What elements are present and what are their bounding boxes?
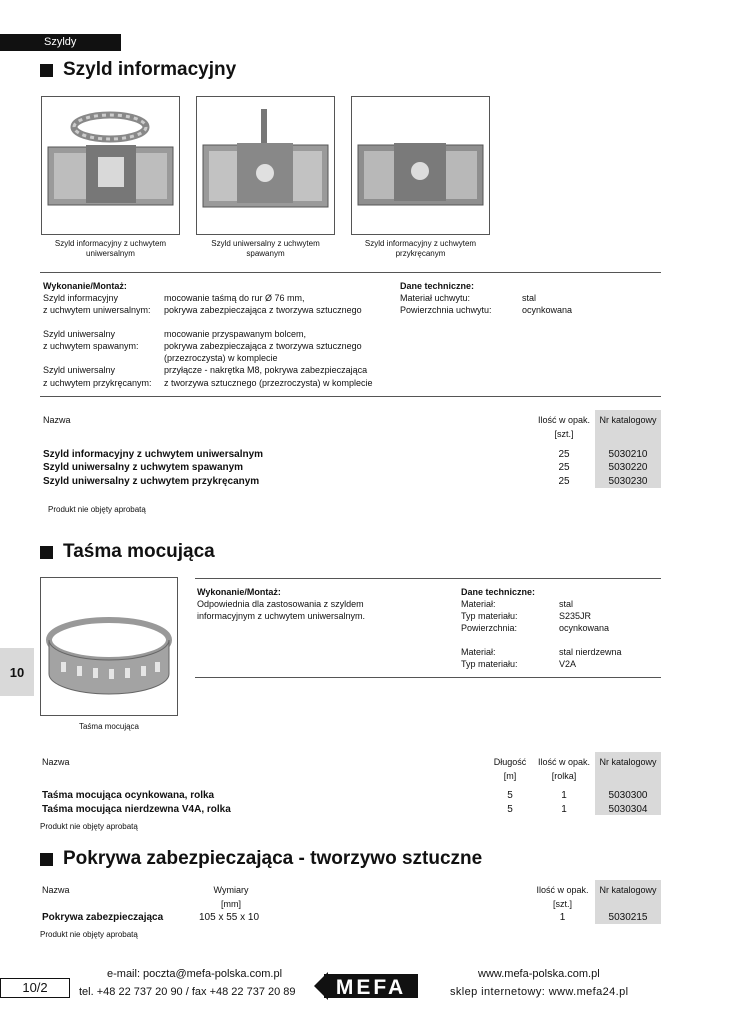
photo-tasma [40,577,178,716]
spec-value: (przezroczysta) w komplecie [164,353,278,363]
divider [40,272,661,273]
col-header-name: Nazwa [42,757,70,767]
table-row-name: Szyld uniwersalny z uchwytem przykręcanym [43,476,260,487]
spec-label: Szyld informacyjny [43,293,119,303]
dane-value: ocynkowana [559,623,610,633]
section-title-text: Pokrywa zabezpieczająca - tworzywo sztuczne [63,848,483,869]
dane-heading: Dane techniczne: [400,281,475,291]
footer-email: e-mail: poczta@mefa-polska.com.pl [107,968,283,980]
table-row-qty: 1 [559,912,566,923]
table-row-dimensions: 105 x 55 x 10 [199,912,260,923]
spec-value: mocowanie taśmą do rur Ø 76 mm, [164,293,305,303]
page-number: 10/2 [0,978,70,998]
spec-value: przyłącze - nakrętka M8, pokrywa zabezpieczająca [164,365,368,375]
table-row-name: Szyld informacyjny z uchwytem uniwersalnym [43,449,264,460]
col-header-name: Nazwa [42,885,70,895]
section-title-szyld [40,59,236,81]
spec-label: Szyld uniwersalny [43,365,116,375]
chapter-side-tab: 10 [0,648,34,696]
photo-szyld-spawany [196,96,335,235]
photo-szyld-uniwersalny [41,96,180,235]
table-row-name: Szyld uniwersalny z uchwytem spawanym [43,462,244,473]
col-header-qty: Ilość w opak. [537,757,591,767]
col-header-catalog: Nr katalogowy [599,757,657,767]
spec-label: Szyld uniwersalny [43,329,116,339]
wykonanie-heading: Wykonanie/Montaż: [43,281,127,291]
footer-phone: tel. +48 22 737 20 90 / fax +48 22 737 20 89 [79,986,296,998]
table-row-qty: 25 [558,462,570,473]
note-text: Produkt nie objęty aprobatą [40,930,138,939]
dane-label: Materiał uchwytu: [400,293,471,303]
spec-value: pokrywa zabezpieczająca z tworzywa sztucznego [164,305,362,315]
table-row-catalog: 5030304 [608,804,648,815]
dane-value: ocynkowana [522,305,573,315]
logo-text: MEFA [335,976,407,999]
square-bullet-icon [40,853,53,866]
caption-photo-2: Szyld uniwersalny z uchwytem spawanym [211,239,320,258]
table-row-length: 5 [507,804,513,815]
col-header-length: Długość [493,757,527,767]
dane-value: V2A [559,659,577,669]
spec-value: mocowanie przyspawanym bolcem, [164,329,307,339]
caption-photo-3: Szyld informacyjny z uchwytem przykręcanym [364,239,477,258]
wykonanie-text: Odpowiednia dla zastosowania z szyldem [197,599,364,609]
section-tag: Szyldy [0,34,121,51]
section-title-text: Taśma mocująca [63,541,215,562]
square-bullet-icon [40,64,53,77]
col-header-qty: Ilość w opak. [537,415,591,425]
section-title-tasma [40,541,215,563]
dane-heading: Dane techniczne: [461,587,536,597]
table-row-catalog: 5030220 [608,462,648,473]
table-row-catalog: 5030210 [608,449,648,460]
wykonanie-heading: Wykonanie/Montaż: [197,587,281,597]
divider [195,677,661,678]
table-row-catalog: 5030215 [608,912,648,923]
table-row-name: Taśma mocująca ocynkowana, rolka [42,790,215,801]
dane-value: stal [559,599,574,609]
spec-value: z tworzywa sztucznego (przezroczysta) w komplecie [164,378,373,388]
spec-value: pokrywa zabezpieczająca z tworzywa sztucznego [164,341,362,351]
table-row-name: Pokrywa zabezpieczająca [42,912,164,923]
col-header-dimensions-unit: [mm] [221,899,241,909]
col-header-catalog: Nr katalogowy [599,415,657,425]
section-title-pokrywa [40,848,482,870]
col-header-qty-unit: [rolka] [551,771,577,781]
col-header-qty: Ilość w opak. [536,885,589,895]
dane-value: stal [522,293,537,303]
photo-szyld-przykrecany [351,96,490,235]
spec-label: z uchwytem przykręcanym: [43,378,152,388]
dane-label: Powierzchnia uchwytu: [400,305,492,315]
col-header-catalog: Nr katalogowy [599,885,657,895]
dane-label: Materiał: [461,647,496,657]
spec-label: z uchwytem spawanym: [43,341,139,351]
col-header-length-unit: [m] [503,771,517,781]
table-row-catalog: 5030300 [608,790,648,801]
dane-label: Materiał: [461,599,496,609]
col-header-name: Nazwa [43,415,71,425]
caption-photo-1: Szyld informacyjny z uchwytem uniwersalnym [54,239,167,258]
table-row-qty: 25 [558,476,570,487]
dane-label: Powierzchnia: [461,623,518,633]
table-row-name: Taśma mocująca nierdzewna V4A, rolka [42,804,231,815]
col-header-qty-unit: [szt.] [554,429,574,439]
footer-website[interactable]: www.mefa-polska.com.pl [478,968,600,980]
col-header-qty-unit: [szt.] [552,899,572,909]
note-text: Produkt nie objęty aprobatą [40,822,138,831]
table-row-length: 5 [507,790,513,801]
table-row-catalog: 5030230 [608,476,648,487]
table-row-qty: 1 [561,790,567,801]
caption-photo-tasma: Taśma mocująca [78,722,140,731]
mefa-logo [314,968,418,1004]
divider [40,396,661,397]
dane-label: Typ materiału: [461,611,518,621]
dane-value: stal nierdzewna [559,647,622,657]
dane-label: Typ materiału: [461,659,518,669]
table-row-qty: 25 [558,449,570,460]
footer-shop-link[interactable]: sklep internetowy: www.mefa24.pl [450,986,629,998]
square-bullet-icon [40,546,53,559]
section-title-text: Szyld informacyjny [63,59,237,80]
divider [195,578,661,579]
col-header-dimensions: Wymiary [213,885,249,895]
table-row-qty: 1 [561,804,567,815]
spec-label: z uchwytem uniwersalnym: [43,305,151,315]
note-text: Produkt nie objęty aprobatą [48,505,146,514]
dane-value: S235JR [559,611,592,621]
wykonanie-text: informacyjnym z uchwytem uniwersalnym. [197,611,366,621]
